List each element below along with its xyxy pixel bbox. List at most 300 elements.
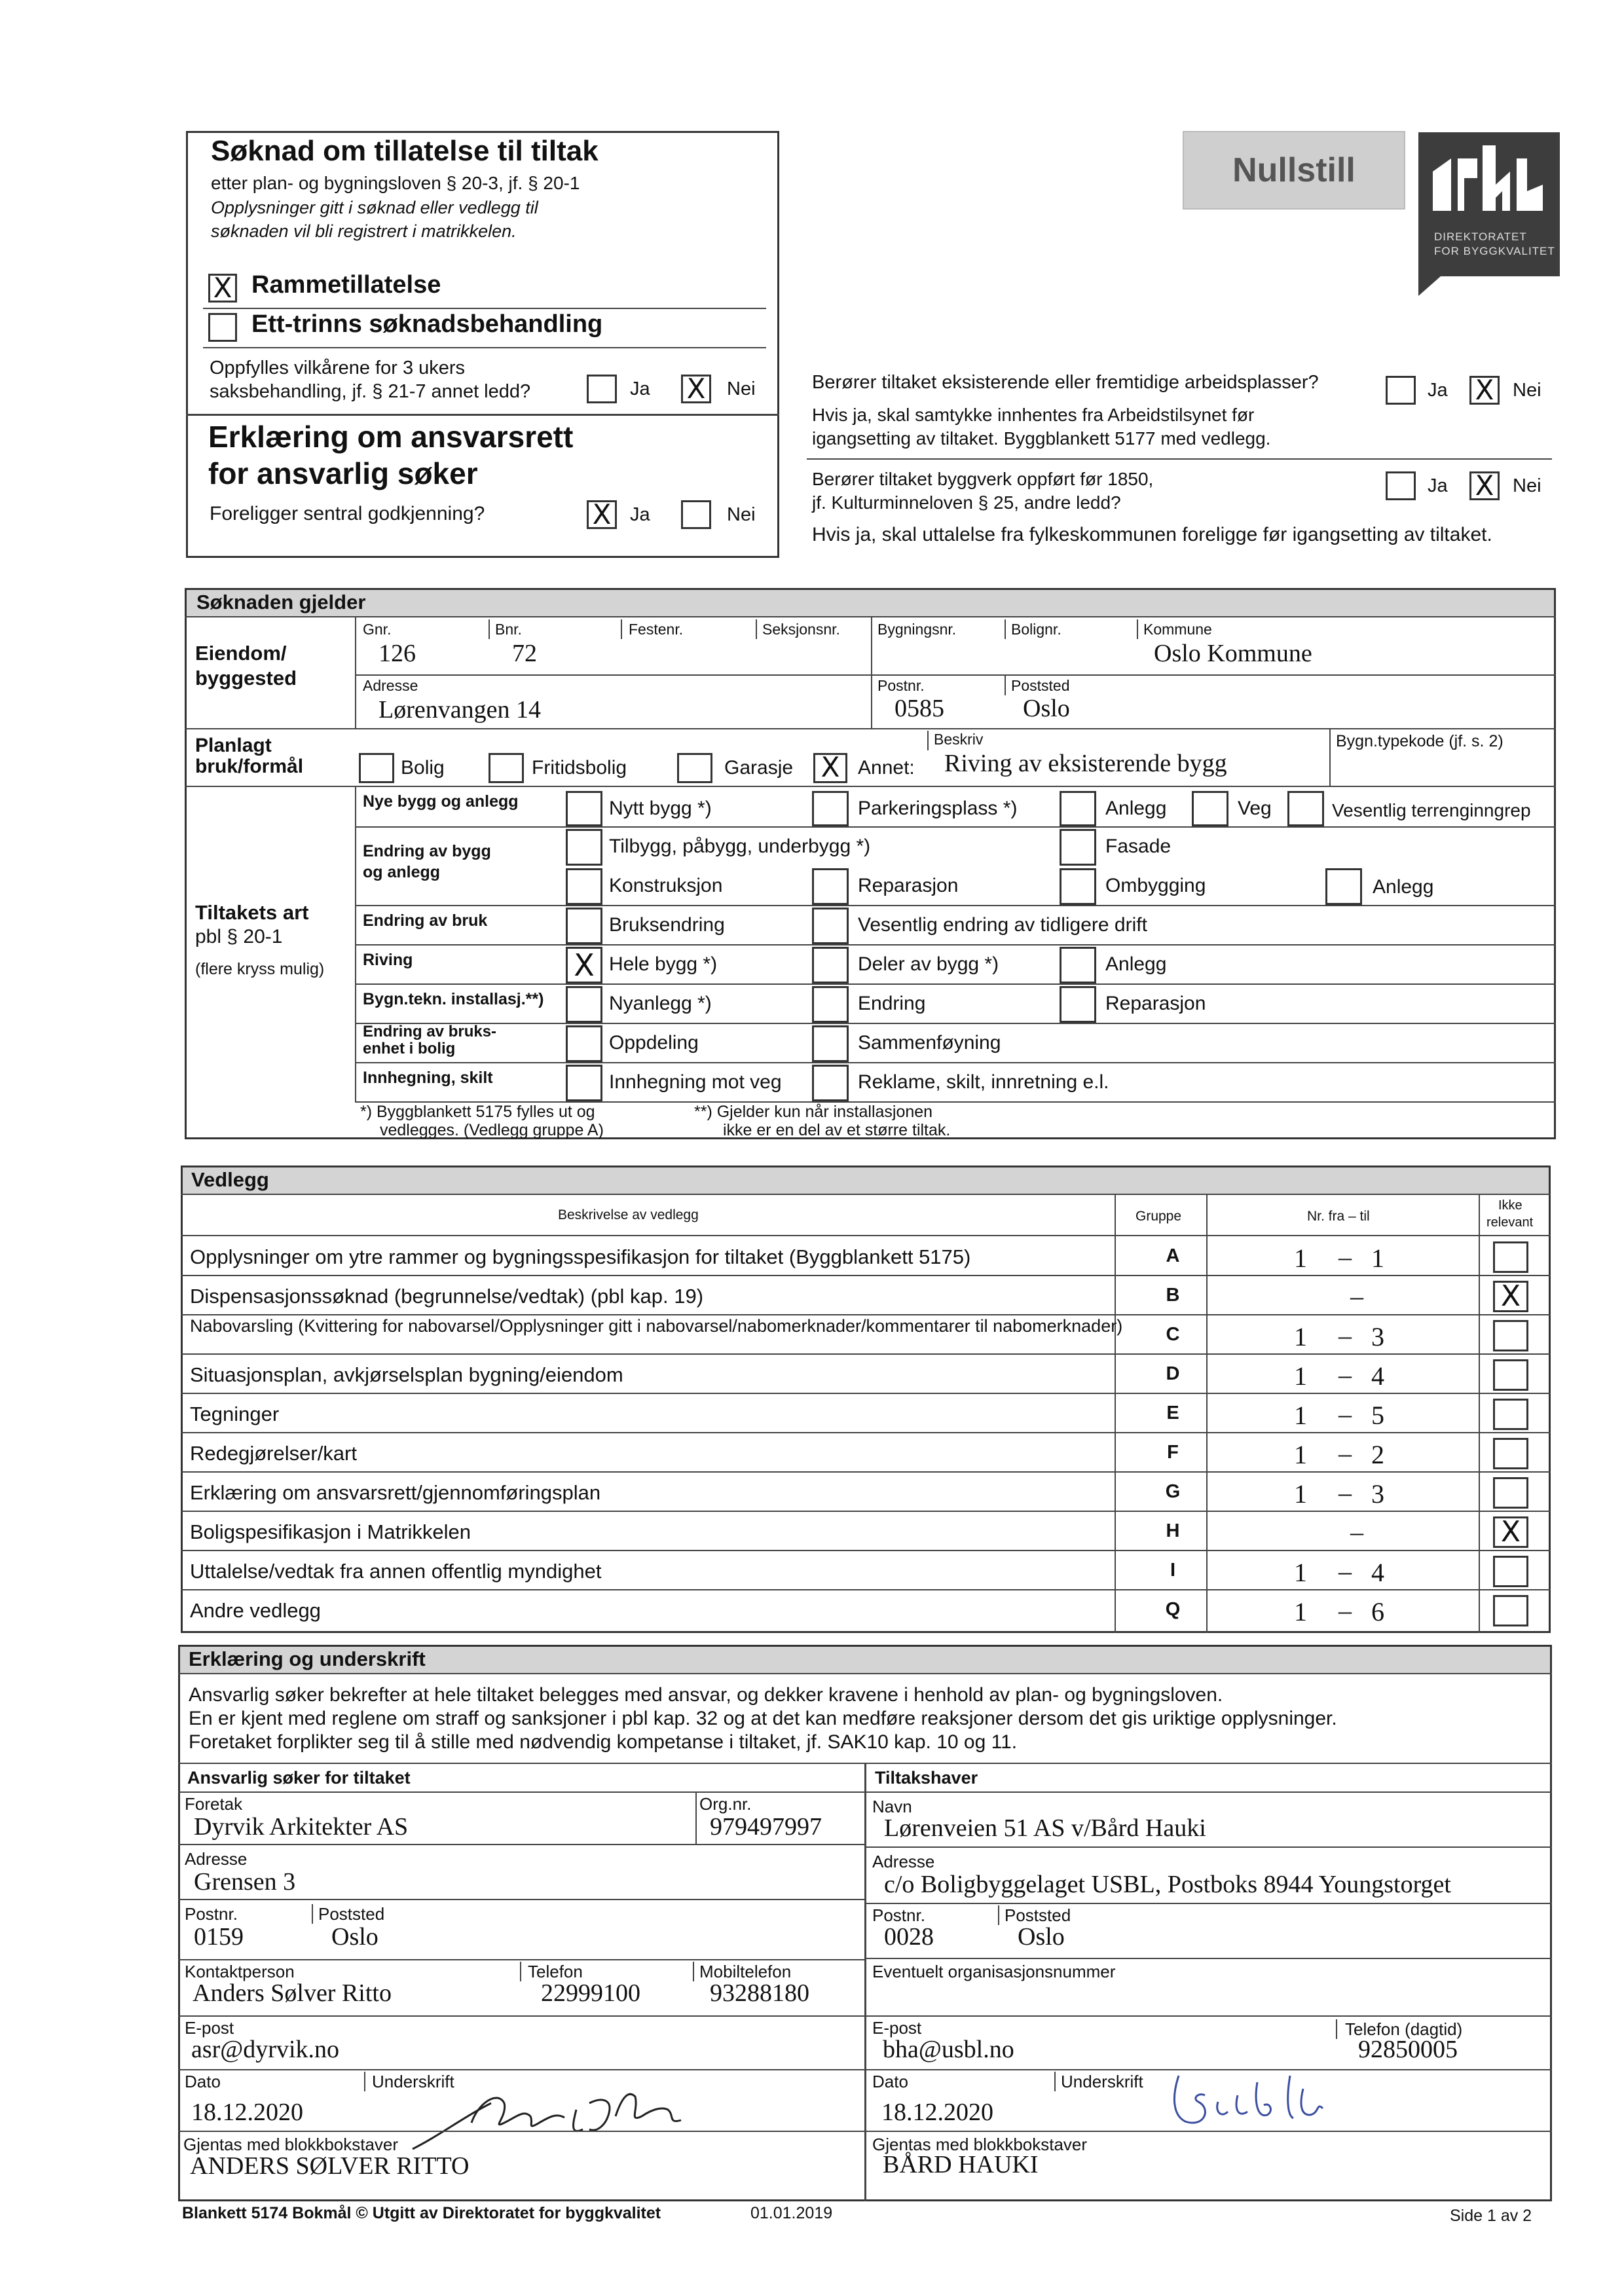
attachment-irrelevant-checkbox[interactable]: X [1493, 1281, 1528, 1312]
attachment-group: I [1170, 1560, 1176, 1581]
bnr-value[interactable]: 72 [512, 640, 537, 667]
divider [185, 728, 1556, 729]
reklame-label: Reklame, skilt, innretning e.l. [858, 1071, 1109, 1093]
table-row [181, 1590, 1551, 1629]
owner-postnr-value[interactable]: 0028 [884, 1923, 934, 1951]
ett-trinn-label: Ett-trinns søknadsbehandling [251, 310, 603, 338]
heritage-note: Hvis ja, skal uttalelse fra fylkeskommunen foreligge før igangsetting av tiltaket. [812, 524, 1492, 545]
header-box [186, 131, 779, 558]
attachment-from[interactable]: 1 [1294, 1558, 1307, 1587]
central-approval-nei-label: Nei [727, 504, 756, 525]
footer-left: Blankett 5174 Bokmål © Utgitt av Direktoratet for byggkvalitet [182, 2204, 661, 2222]
applicant-epost-label: E-post [185, 2018, 234, 2038]
heritage-ja-checkbox[interactable] [1386, 471, 1416, 500]
attachment-from[interactable]: 1 [1294, 1479, 1307, 1509]
dibk-logo [1418, 132, 1560, 276]
kontakt-label: Kontaktperson [185, 1962, 295, 1981]
ett-trinn-checkbox[interactable] [208, 313, 237, 342]
attachment-irrelevant-checkbox[interactable]: X [1493, 1516, 1528, 1548]
col-group-header: Gruppe [1135, 1209, 1182, 1224]
planned-use-label-1: Planlagt [195, 735, 272, 756]
sammenfoyning-label: Sammenføyning [858, 1032, 1001, 1054]
innhegning-label: Innhegning mot veg [609, 1071, 782, 1093]
applicant-blokk-label: Gjentas med blokkbokstaver [183, 2135, 399, 2154]
attachments-section-header [183, 1167, 1549, 1194]
applicant-postnr-value[interactable]: 0159 [194, 1923, 244, 1951]
attachment-from[interactable]: 1 [1294, 1243, 1307, 1273]
attachment-irrelevant-checkbox[interactable] [1493, 1359, 1528, 1391]
fasade-label: Fasade [1105, 835, 1172, 857]
property-section-header [187, 590, 1554, 616]
declaration-text-2: En er kjent med reglene om straff og sanksjoner i pbl kap. 32 og at det kan medføre reaksjoner dersom det gis uriktige opplysninger. [189, 1708, 1337, 1729]
tilbygg-checkbox[interactable] [566, 829, 602, 866]
owner-adresse-label: Adresse [872, 1852, 935, 1871]
applicant-telefon-label: Telefon [528, 1962, 583, 1981]
owner-blokk-label: Gjentas med blokkbokstaver [872, 2135, 1088, 2154]
divider [927, 731, 929, 750]
owner-underskrift-label: Underskrift [1061, 2072, 1143, 2091]
divider [1005, 619, 1006, 639]
attachment-dash: – [1338, 1242, 1352, 1272]
applicant-heading: Ansvarlig søker for tiltaket [187, 1768, 411, 1788]
attachment-to[interactable]: 5 [1371, 1401, 1384, 1430]
owner-dato-label: Dato [872, 2072, 908, 2091]
rammetillatelse-checkbox[interactable]: X [208, 274, 237, 303]
divider [866, 1958, 1552, 1959]
bygn-tekn-label: Bygn.tekn. installasj.**) [363, 990, 544, 1008]
divider [864, 1763, 866, 2201]
reparasjon-tekn-checkbox[interactable] [1060, 986, 1096, 1023]
attachment-group: Q [1165, 1599, 1181, 1620]
workplaces-nei-label: Nei [1513, 380, 1541, 401]
attachment-description: Boligspesifikasjon i Matrikkelen [190, 1520, 471, 1543]
foretak-value[interactable]: Dyrvik Arkitekter AS [194, 1813, 409, 1841]
owner-telefon-value[interactable]: 92850005 [1358, 2036, 1458, 2063]
attachment-dash: – [1350, 1281, 1363, 1311]
attachment-to[interactable]: 2 [1371, 1440, 1384, 1469]
divider [866, 1791, 1552, 1793]
dibk-logo-icon [1418, 132, 1560, 230]
central-approval-ja-label: Ja [630, 504, 650, 525]
divider [355, 826, 1556, 828]
measure-label-2: pbl § 20-1 [195, 926, 283, 947]
col-range-header: Nr. fra – til [1307, 1209, 1370, 1224]
heritage-nei-label: Nei [1513, 475, 1541, 496]
beskriv-value[interactable]: Riving av eksisterende bygg [944, 750, 1227, 777]
table-row [181, 1511, 1551, 1551]
attachment-to[interactable]: 1 [1371, 1243, 1384, 1273]
three-weeks-nei-checkbox[interactable]: X [681, 375, 711, 403]
divider [355, 616, 356, 729]
divider [186, 414, 779, 416]
ombygging-checkbox[interactable] [1060, 868, 1096, 905]
attachment-to[interactable]: 3 [1371, 1479, 1384, 1509]
divider [866, 2131, 1552, 2132]
footnote-1b: vedlegges. (Vedlegg gruppe A) [380, 1121, 604, 1139]
workplaces-ja-label: Ja [1428, 380, 1448, 401]
tilbygg-label: Tilbygg, påbygg, underbygg *) [609, 835, 871, 857]
owner-navn-label: Navn [872, 1797, 912, 1816]
kommune-value[interactable]: Oslo Kommune [1154, 640, 1312, 667]
deler-av-bygg-label: Deler av bygg *) [858, 953, 999, 975]
bruksenhet-label-2: enhet i bolig [363, 1040, 456, 1057]
three-weeks-question-2: saksbehandling, jf. § 21-7 annet ledd? [210, 381, 531, 402]
nye-bygg-label: Nye bygg og anlegg [363, 792, 519, 811]
three-weeks-ja-label: Ja [630, 378, 650, 399]
heritage-question-1: Berører tiltaket byggverk oppført før 1850, [812, 469, 1154, 489]
adresse-label: Adresse [363, 677, 418, 694]
info-line-1: Opplysninger gitt i søknad eller vedlegg til [211, 198, 538, 217]
attachment-irrelevant-checkbox[interactable] [1493, 1556, 1528, 1587]
divider [178, 1959, 864, 1960]
attachment-dash: – [1338, 1596, 1352, 1625]
applicant-signature [393, 2077, 720, 2162]
deler-av-bygg-checkbox[interactable] [812, 947, 849, 983]
attachment-description: Uttalelse/vedtak fra annen offentlig myndighet [190, 1560, 602, 1583]
applicant-epost-value[interactable]: asr@dyrvik.no [191, 2036, 340, 2063]
owner-poststed-label: Poststed [1005, 1905, 1071, 1925]
riving-label: Riving [363, 951, 413, 969]
anlegg-riving-label: Anlegg [1105, 953, 1167, 975]
owner-epost-label: E-post [872, 2018, 922, 2038]
attachment-to[interactable]: 4 [1371, 1361, 1384, 1391]
reparasjon-tekn-label: Reparasjon [1105, 993, 1206, 1014]
attachment-from[interactable]: 1 [1294, 1401, 1307, 1430]
attachment-to[interactable]: 6 [1371, 1597, 1384, 1626]
measure-label-1: Tiltakets art [195, 901, 309, 924]
divider [181, 1194, 1551, 1195]
divider [185, 616, 1556, 617]
applicant-orgnr-value[interactable]: 979497997 [710, 1813, 822, 1841]
typekode-label: Bygn.typekode (jf. s. 2) [1336, 732, 1504, 750]
attachment-irrelevant-checkbox[interactable] [1493, 1399, 1528, 1430]
applicant-adresse-label: Adresse [185, 1849, 248, 1869]
divider [1137, 619, 1138, 639]
divider [178, 1844, 864, 1845]
parkeringsplass-checkbox[interactable] [812, 791, 849, 826]
divider [355, 786, 356, 1101]
attachment-description: Andre vedlegg [190, 1599, 321, 1622]
innhegning-checkbox[interactable] [566, 1065, 602, 1101]
owner-epost-value[interactable]: bha@usbl.no [883, 2036, 1014, 2063]
veg-checkbox[interactable] [1192, 791, 1228, 826]
bruksendring-label: Bruksendring [609, 914, 725, 936]
attachment-group: C [1166, 1324, 1180, 1345]
kommune-label: Kommune [1143, 621, 1212, 638]
applicant-postnr-label: Postnr. [185, 1904, 238, 1924]
attachment-group: G [1165, 1481, 1181, 1502]
nyanlegg-checkbox[interactable] [566, 986, 602, 1023]
property-section-title: Søknaden gjelder [196, 591, 366, 614]
divider [998, 1905, 999, 1925]
divider [178, 2015, 864, 2017]
owner-orgnr-label: Eventuelt organisasjonsnummer [872, 1962, 1116, 1981]
logo-line-1: DIREKTORATET [1434, 230, 1527, 243]
divider [203, 308, 766, 309]
three-weeks-nei-label: Nei [727, 378, 756, 399]
declaration-section-title: Erklæring og underskrift [189, 1647, 426, 1670]
fasade-checkbox[interactable] [1060, 829, 1096, 866]
seksjonsnr-label: Seksjonsnr. [762, 621, 840, 638]
divider [178, 1673, 1552, 1674]
applicant-poststed-label: Poststed [318, 1904, 385, 1924]
bolignr-label: Bolignr. [1011, 621, 1061, 638]
adresse-value[interactable]: Lørenvangen 14 [378, 696, 541, 724]
endring-tekn-label: Endring [858, 993, 926, 1014]
applicant-telefon-value[interactable]: 22999100 [541, 1979, 640, 2007]
nyanlegg-label: Nyanlegg *) [609, 993, 712, 1014]
divider [312, 1904, 313, 1924]
attachment-description: Nabovarsling (Kvittering for nabovarsel/Opplysninger gitt i nabovarsel/nabomerknader/kommentarer til nabomerknader) [190, 1316, 1123, 1336]
workplaces-note-2: igangsetting av tiltaket. Byggblankett 5177 med vedlegg. [812, 428, 1271, 449]
responsibility-title-1: Erklæring om ansvarsrett [208, 420, 574, 454]
foretak-label: Foretak [185, 1794, 243, 1814]
hele-bygg-checkbox[interactable]: X [566, 947, 602, 983]
applicant-underskrift-label: Underskrift [372, 2072, 454, 2091]
divider [1336, 2019, 1337, 2039]
divider [355, 944, 1556, 946]
col-irrelevant-header-1: Ikke [1498, 1198, 1522, 1213]
divider [355, 1062, 1556, 1063]
footer-page: Side 1 av 2 [1450, 2207, 1532, 2225]
footnote-1a: *) Byggblankett 5175 fylles ut og [360, 1103, 595, 1121]
reparasjon-endring-label: Reparasjon [858, 875, 959, 896]
mobil-value[interactable]: 93288180 [710, 1979, 809, 2007]
workplaces-note-1: Hvis ja, skal samtykke innhentes fra Arbeidstilsynet før [812, 405, 1255, 425]
owner-navn-value[interactable]: Lørenveien 51 AS v/Bård Hauki [884, 1814, 1206, 1842]
divider [355, 905, 1556, 906]
attachment-group: F [1167, 1442, 1179, 1463]
annet-checkbox[interactable]: X [813, 753, 847, 783]
parkeringsplass-label: Parkeringsplass *) [858, 798, 1018, 819]
central-approval-ja-checkbox[interactable]: X [587, 500, 617, 529]
hele-bygg-label: Hele bygg *) [609, 953, 718, 975]
heritage-ja-label: Ja [1428, 475, 1448, 496]
divider [178, 2131, 864, 2132]
attachment-description: Dispensasjonssøknad (begrunnelse/vedtak) (pbl kap. 19) [190, 1285, 704, 1308]
logo-tab [1418, 276, 1441, 296]
declaration-text-1: Ansvarlig søker bekrefter at hele tiltaket belegges med ansvar, og dekker kravene i henhold av plan- og bygningsloven. [189, 1684, 1223, 1706]
attachment-group: A [1166, 1245, 1180, 1266]
attachment-dash: – [1338, 1321, 1352, 1350]
attachment-description: Erklæring om ansvarsrett/gjennomføringsplan [190, 1481, 601, 1504]
gnr-value[interactable]: 126 [378, 640, 416, 667]
attachment-to[interactable]: 3 [1371, 1322, 1384, 1351]
workplaces-question: Berører tiltaket eksisterende eller fremtidige arbeidsplasser? [812, 372, 1319, 393]
divider [1054, 2072, 1056, 2091]
vesentlig-endring-label: Vesentlig endring av tidligere drift [858, 914, 1147, 936]
rammetillatelse-label: Rammetillatelse [251, 271, 441, 299]
owner-telefon-label: Telefon (dagtid) [1345, 2019, 1463, 2039]
divider [178, 2069, 864, 2070]
table-row [181, 1236, 1551, 1276]
applicant-orgnr-label: Org.nr. [699, 1794, 752, 1814]
workplaces-ja-checkbox[interactable] [1386, 376, 1416, 405]
table-row [181, 1393, 1551, 1433]
divider [185, 786, 1556, 787]
divider [178, 1899, 864, 1900]
garasje-checkbox[interactable] [677, 753, 712, 783]
attachment-irrelevant-checkbox[interactable] [1493, 1477, 1528, 1509]
applicant-poststed-value[interactable]: Oslo [331, 1923, 378, 1951]
poststed-value[interactable]: Oslo [1023, 695, 1070, 722]
beskriv-label: Beskriv [934, 731, 984, 748]
attachment-description: Opplysninger om ytre rammer og bygningsspesifikasjon for tiltaket (Byggblankett 5175) [190, 1245, 971, 1268]
bnr-label: Bnr. [495, 621, 522, 638]
form-subtitle: etter plan- og bygningsloven § 20-3, jf. § 20-1 [211, 173, 580, 193]
divider [355, 1023, 1556, 1024]
attachment-dash: – [1338, 1556, 1352, 1586]
divider [178, 1791, 864, 1793]
divider [520, 1962, 521, 1981]
attachment-from[interactable]: 1 [1294, 1440, 1307, 1469]
applicant-blokk-value[interactable]: ANDERS SØLVER RITTO [190, 2152, 470, 2180]
measure-label-3: (flere kryss mulig) [195, 960, 325, 978]
oppdeling-label: Oppdeling [609, 1032, 699, 1054]
attachment-from[interactable]: 1 [1294, 1597, 1307, 1626]
anlegg-endring-checkbox[interactable] [1325, 868, 1362, 905]
konstruksjon-label: Konstruksjon [609, 875, 723, 896]
applicant-dato-label: Dato [185, 2072, 221, 2091]
postnr-value[interactable]: 0585 [895, 695, 944, 722]
col-desc-header: Beskrivelse av vedlegg [558, 1207, 699, 1222]
footnote-2a: **) Gjelder kun når installasjonen [694, 1103, 933, 1121]
owner-postnr-label: Postnr. [872, 1905, 925, 1925]
anlegg-nye-checkbox[interactable] [1060, 791, 1096, 826]
endring-tekn-checkbox[interactable] [812, 986, 849, 1023]
mobil-label: Mobiltelefon [699, 1962, 792, 1981]
postnr-label: Postnr. [877, 677, 925, 694]
ombygging-label: Ombygging [1105, 875, 1206, 896]
attachment-from[interactable]: 1 [1294, 1322, 1307, 1351]
attachment-dash: – [1338, 1360, 1352, 1389]
central-approval-question: Foreligger sentral godkjenning? [210, 503, 485, 524]
divider [355, 674, 1556, 676]
table-row [181, 1315, 1551, 1354]
divider [1005, 676, 1006, 695]
owner-blokk-value[interactable]: BÅRD HAUKI [883, 2151, 1039, 2178]
table-row [181, 1472, 1551, 1511]
eiendom-label-2: byggested [195, 667, 297, 689]
owner-signature [1159, 2056, 1342, 2135]
bolig-checkbox[interactable] [359, 753, 394, 783]
endring-bruk-label: Endring av bruk [363, 911, 488, 930]
terreng-checkbox[interactable] [1287, 791, 1324, 826]
heritage-nei-checkbox[interactable]: X [1469, 471, 1500, 500]
applicant-dato-value[interactable]: 18.12.2020 [191, 2099, 303, 2126]
attachments-section-title: Vedlegg [191, 1168, 269, 1191]
owner-dato-value[interactable]: 18.12.2020 [881, 2099, 993, 2126]
reset-button-label: Nullstill [1232, 151, 1356, 189]
reklame-checkbox[interactable] [812, 1065, 849, 1101]
endring-bygg-label-2: og anlegg [363, 863, 441, 881]
attachment-from[interactable]: 1 [1294, 1361, 1307, 1391]
owner-heading: Tiltakshaver [875, 1768, 978, 1788]
three-weeks-ja-checkbox[interactable] [587, 375, 617, 403]
oppdeling-checkbox[interactable] [566, 1025, 602, 1062]
terreng-label: Vesentlig terrenginngrep [1332, 800, 1531, 820]
bruksenhet-label-1: Endring av bruks- [363, 1023, 497, 1040]
heritage-question-2: jf. Kulturminneloven § 25, andre ledd? [812, 492, 1121, 513]
divider [1329, 728, 1331, 786]
divider [364, 2072, 365, 2091]
bygningsnr-label: Bygningsnr. [877, 621, 957, 638]
attachment-group: D [1166, 1363, 1180, 1384]
attachment-irrelevant-checkbox[interactable] [1493, 1320, 1528, 1351]
workplaces-nei-checkbox[interactable]: X [1469, 376, 1500, 405]
anlegg-riving-checkbox[interactable] [1060, 947, 1096, 983]
divider [621, 619, 622, 639]
kontakt-value[interactable]: Anders Sølver Ritto [193, 1979, 392, 2007]
divider [489, 619, 490, 639]
attachment-dash: – [1338, 1399, 1352, 1429]
table-row [181, 1354, 1551, 1393]
attachment-irrelevant-checkbox[interactable] [1493, 1438, 1528, 1469]
three-weeks-question-1: Oppfylles vilkårene for 3 ukers [210, 358, 466, 378]
divider [695, 1793, 697, 1844]
attachment-dash: – [1338, 1439, 1352, 1468]
fritidsbolig-label: Fritidsbolig [532, 757, 627, 779]
table-row [181, 1433, 1551, 1472]
divider [756, 619, 757, 639]
table-row [181, 1551, 1551, 1590]
divider [355, 983, 1556, 985]
applicant-adresse-value[interactable]: Grensen 3 [194, 1868, 296, 1896]
endring-bygg-label-1: Endring av bygg [363, 842, 491, 860]
logo-line-2: FOR BYGGKVALITET [1434, 245, 1555, 257]
attachment-irrelevant-checkbox[interactable] [1493, 1241, 1528, 1273]
bolig-label: Bolig [401, 757, 445, 779]
owner-adresse-value[interactable]: c/o Boligbyggelaget USBL, Postboks 8944 Youngstorget [884, 1871, 1451, 1898]
anlegg-endring-label: Anlegg [1373, 876, 1434, 898]
table-row [181, 1276, 1551, 1315]
attachment-to[interactable]: 4 [1371, 1558, 1384, 1587]
footnote-2b: ikke er en del av et større tiltak. [723, 1121, 951, 1139]
divider [693, 1962, 694, 1981]
sammenfoyning-checkbox[interactable] [812, 1025, 849, 1062]
poststed-label: Poststed [1011, 677, 1070, 694]
planned-use-label-2: bruk/formål [195, 756, 304, 777]
footer-date: 01.01.2019 [750, 2204, 833, 2222]
bruksendring-checkbox[interactable] [566, 908, 602, 944]
festenr-label: Festenr. [629, 621, 684, 638]
attachment-irrelevant-checkbox[interactable] [1493, 1595, 1528, 1626]
attachment-group: H [1166, 1520, 1180, 1541]
attachment-description: Tegninger [190, 1403, 280, 1425]
attachment-dash: – [1338, 1478, 1352, 1507]
attachment-group: B [1166, 1285, 1180, 1306]
reparasjon-endring-checkbox[interactable] [812, 868, 849, 905]
divider [866, 1846, 1552, 1848]
nytt-bygg-checkbox[interactable] [566, 791, 602, 826]
divider [866, 2015, 1552, 2017]
central-approval-nei-checkbox[interactable] [681, 500, 711, 529]
gnr-label: Gnr. [363, 621, 392, 638]
owner-poststed-value[interactable]: Oslo [1018, 1923, 1065, 1951]
fritidsbolig-checkbox[interactable] [489, 753, 524, 783]
vesentlig-endring-checkbox[interactable] [812, 908, 849, 944]
nytt-bygg-label: Nytt bygg *) [609, 798, 712, 819]
konstruksjon-checkbox[interactable] [566, 868, 602, 905]
reset-button[interactable] [1183, 131, 1405, 210]
attachment-dash: – [1350, 1517, 1363, 1547]
col-irrelevant-header-2: relevant [1486, 1215, 1534, 1230]
divider [807, 458, 1552, 460]
responsibility-title-2: for ansvarlig søker [208, 456, 478, 490]
info-line-2: søknaden vil bli registrert i matrikkelen. [211, 221, 517, 241]
divider [203, 347, 766, 348]
attachment-description: Situasjonsplan, avkjørselsplan bygning/eiendom [190, 1363, 623, 1386]
